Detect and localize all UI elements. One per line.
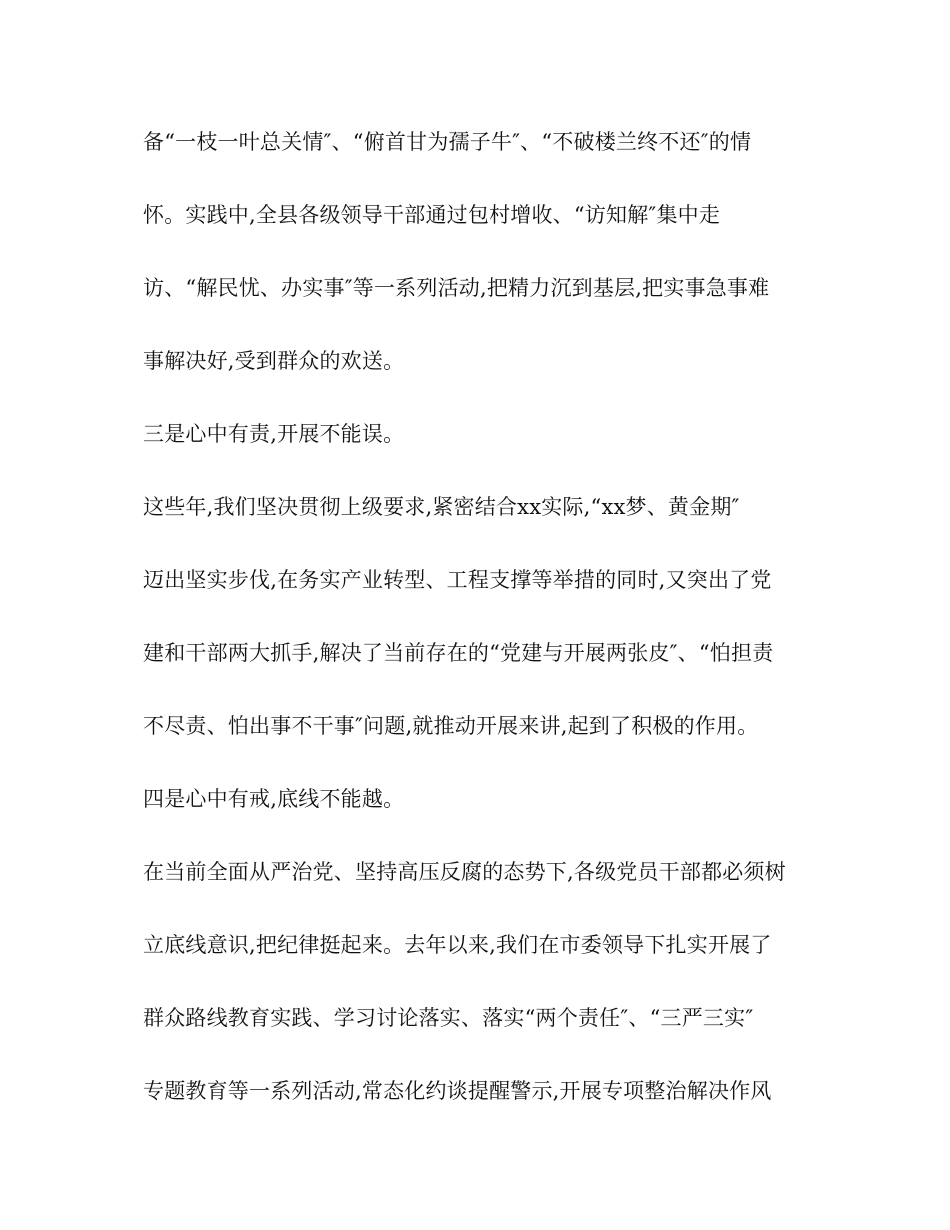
text-line-8: 建和干部两大抓手,解决了当前存在的“党建与开展两张皮″、“怕担责 — [143, 641, 774, 665]
text-line-1: 备“一枝一叶总关情″、“俯首甘为孺子牛″、“不破楼兰终不还″的情 — [143, 130, 752, 154]
text-line-7: 迈出坚实步伐,在务实产业转型、工程支撑等举措的同时,又突出了党 — [143, 568, 772, 592]
section-heading-3: 三是心中有责,开展不能误。 — [143, 422, 405, 446]
text-line-14: 专题教育等一系列活动,常态化约谈提醒警示,开展专项整治解决作风 — [143, 1079, 772, 1103]
text-line-4: 事解决好,受到群众的欢送。 — [143, 349, 405, 373]
text-line-6: 这些年,我们坚决贯彻上级要求,紧密结合xx实际,“xx梦、黄金期″ — [143, 495, 740, 519]
text-line-12: 立底线意识,把纪律挺起来。去年以来,我们在市委领导下扎实开展了 — [143, 933, 772, 957]
text-line-9: 不尽责、怕出事不干事″问题,就推动开展来讲,起到了积极的作用。 — [143, 714, 759, 738]
text-line-13: 群众路线教育实践、学习讨论落实、落实“两个责任″、“三严三实″ — [143, 1006, 754, 1030]
section-heading-4: 四是心中有戒,底线不能越。 — [143, 787, 405, 811]
text-line-11: 在当前全面从严治党、坚持高压反腐的态势下,各级党员干部都必须树 — [143, 860, 786, 884]
text-line-2: 怀。实践中,全县各级领导干部通过包村增收、“访知解″集中走 — [143, 203, 721, 227]
text-line-3: 访、“解民忧、办实事″等一系列活动,把精力沉到基层,把实事急事难 — [143, 276, 770, 300]
